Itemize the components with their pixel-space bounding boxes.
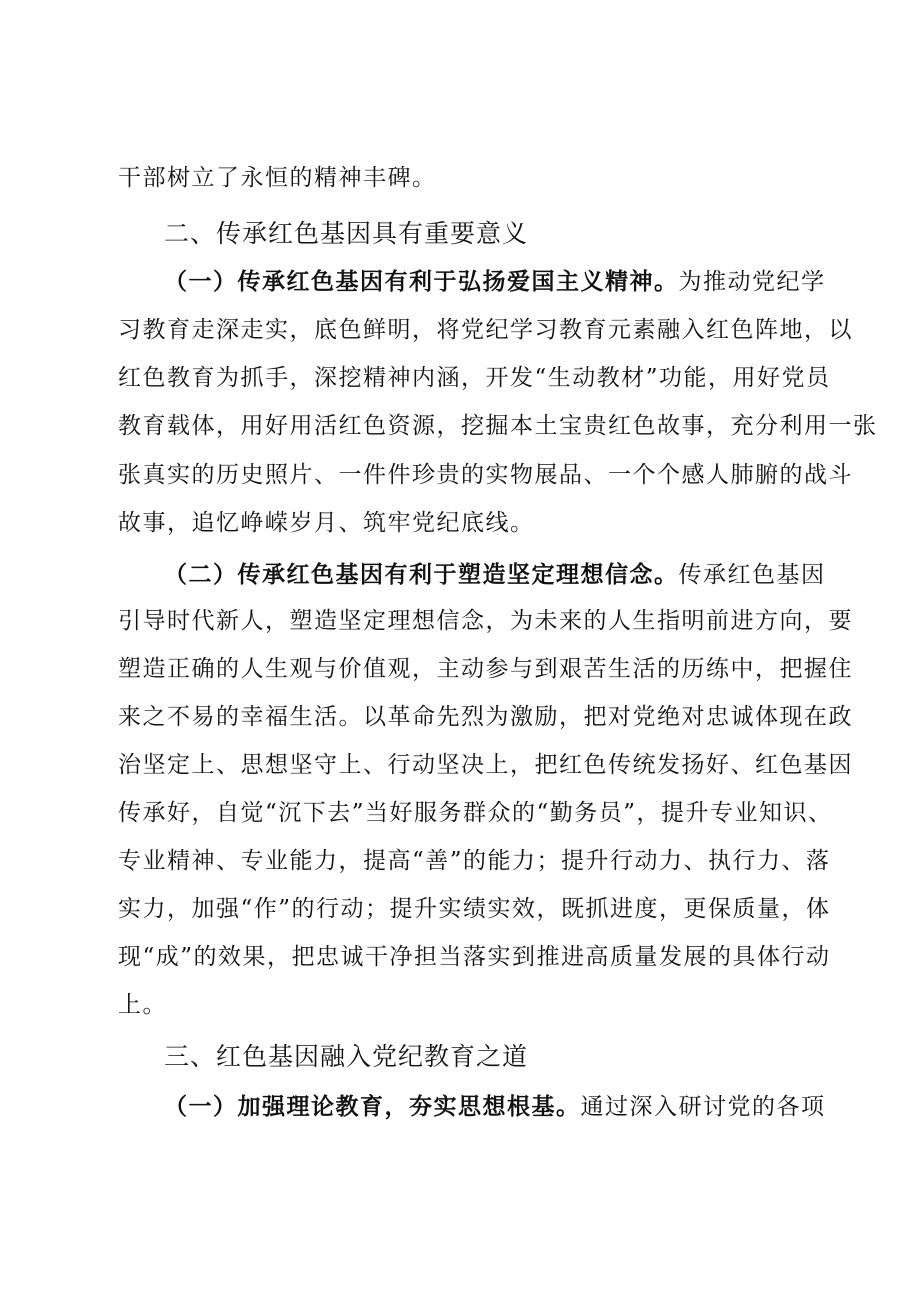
paragraph-line: 引导时代新人，塑造坚定理想信念，为未来的人生指明前进方向，要 [118,608,853,634]
paragraph-line: 专业精神、专业能力，提高“善”的能力；提升行动力、执行力、落 [118,848,831,874]
paragraph-line [164,551,826,599]
paragraph-line: 实力，加强“作”的行动；提升实绩实效，既抓进度，更保质量，体 [118,896,831,922]
paragraph-last-line: 故事，追忆峥嵘岁月、筑牢党纪底线。 [118,510,535,536]
continuation-line: 干部树立了永恒的精神丰碑。 [118,165,437,191]
paragraph-line: 治坚定上、思想坚守上、行动坚决上，把红色传统发扬好、红色基因 [118,752,853,778]
section-three-heading: 三、红色基因融入党纪教育之道 [164,1042,529,1071]
paragraph-line: 教育载体，用好用活红色资源，挖掘本土宝贵红色故事，充分利用一张 [118,413,878,439]
section-two-heading: 二、传承红色基因具有重要意义 [164,219,529,248]
item-two-subheading: （二）传承红色基因有利于塑造坚定理想信念。 [164,561,679,588]
paragraph-last-line: 上。 [118,992,167,1018]
item-one-text-start: 为推动党纪学 [678,269,826,295]
section-three-item-one-text-start: 通过深入研讨党的各项 [580,1094,826,1120]
paragraph-line: 现“成”的效果，把忠诚干净担当落实到推进高质量发展的具体行动 [118,944,831,970]
item-one-subheading: （一）传承红色基因有利于弘扬爱国主义精神。 [164,268,679,295]
paragraph-line: 张真实的历史照片、一件件珍贵的实物展品、一个个感人肺腑的战斗 [118,462,853,488]
paragraph-line [164,1083,826,1131]
paragraph-line: 红色教育为抓手，深挖精神内涵，开发“生动教材”功能，用好党员 [118,365,831,391]
paragraph-line: 来之不易的幸福生活。以革命先烈为激励，把对党绝对忠诚体现在政 [118,704,853,730]
item-two-text-start: 传承红色基因 [678,562,826,588]
paragraph-line: 传承好，自觉“沉下去”当好服务群众的“勤务员”，提升专业知识、 [118,800,833,826]
section-three-item-one-subheading: （一）加强理论教育，夯实思想根基。 [164,1093,581,1120]
paragraph-line [164,258,826,306]
paragraph-line: 塑造正确的人生观与价值观，主动参与到艰苦生活的历练中，把握住 [118,656,853,682]
paragraph-line: 习教育走深走实，底色鲜明，将党纪学习教育元素融入红色阵地，以 [118,317,853,343]
